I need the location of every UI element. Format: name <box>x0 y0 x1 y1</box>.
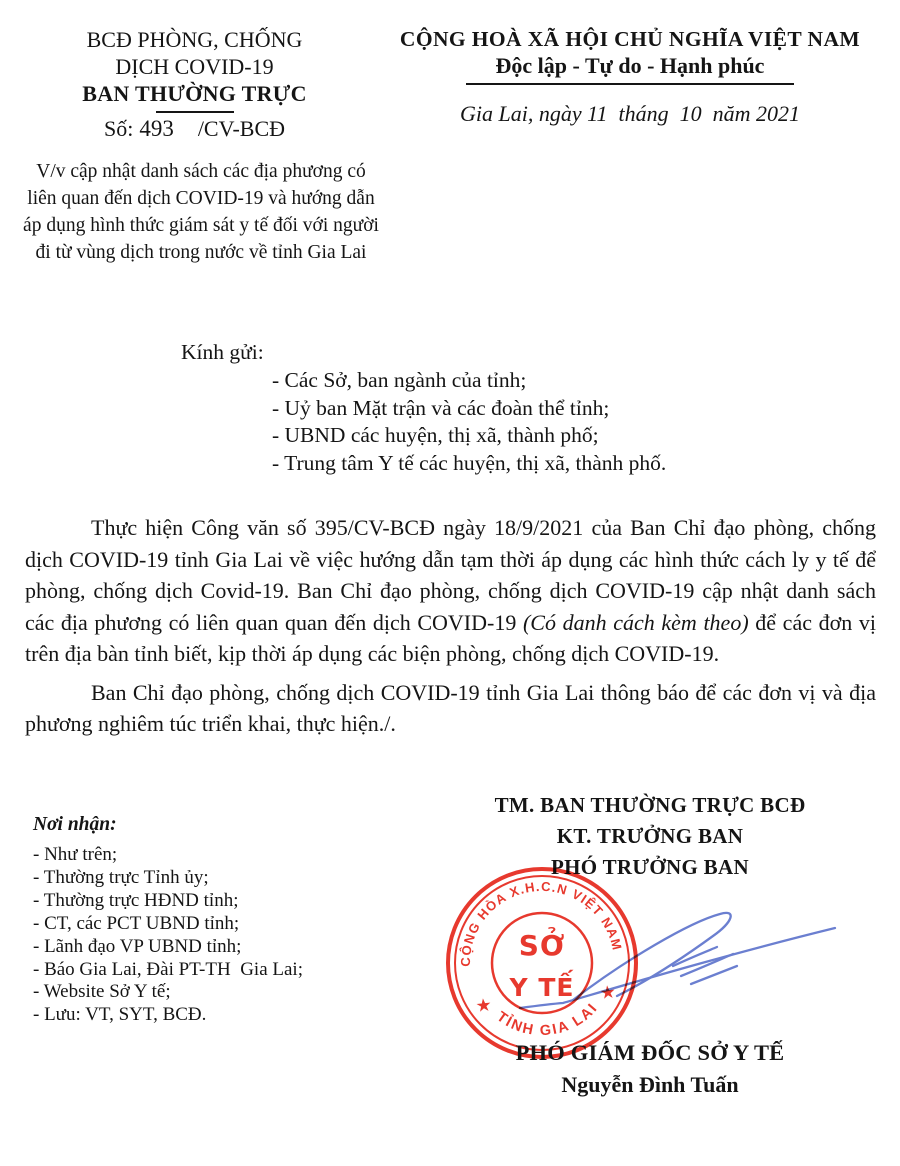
recipient-item: - Uỷ ban Mặt trận và các đoàn thể tỉnh; <box>272 395 610 420</box>
seal-left-star-icon: ★ <box>474 994 493 1017</box>
handwritten-signature <box>505 900 845 1015</box>
signer-name: Nguyễn Đình Tuấn <box>561 1072 739 1097</box>
document-number-value: 493 <box>139 116 174 141</box>
document-number-suffix: /CV-BCĐ <box>197 116 286 141</box>
org-line-3: BAN THƯỜNG TRỰC <box>82 81 307 106</box>
org-separator-line <box>156 111 234 113</box>
seal-top-arc-text: CỘNG HÒA X.H.C.N VIỆT NAM <box>457 878 626 967</box>
recipient-item: - Các Sở, ban ngành của tỉnh; <box>272 368 527 392</box>
signing-line-2: KT. TRƯỞNG BAN <box>556 824 744 848</box>
seal-bottom-arc-text: TỈNH GIA LAI <box>493 999 602 1040</box>
distribution-item: - CT, các PCT UBND tỉnh; <box>33 912 240 934</box>
org-line-1: BCĐ PHÒNG, CHỐNG <box>86 27 303 52</box>
distribution-block <box>33 814 303 1027</box>
recipient-item: - Trung tâm Y tế các huyện, thị xã, thành phố. <box>272 451 667 476</box>
distribution-item: - Báo Gia Lai, Đài PT-TH Gia Lai; <box>33 958 303 980</box>
signing-line-1: TM. BAN THƯỜNG TRỰC BCĐ <box>494 793 806 817</box>
document-subject: V/v cập nhật danh sách các địa phương có liên quan đến dịch COVID-19 và hướng dẫn áp dụng hình thức giám sát y tế đối với người đi từ vùng dịch trong nước về tỉnh Gia Lai <box>23 161 379 263</box>
seal-center-line1: SỞ <box>518 929 566 962</box>
body-p1-italic-note: (Có danh cách kèm theo) <box>522 609 749 635</box>
document-body <box>25 512 876 740</box>
place-date-line: Gia Lai, ngày 11 tháng 10 năm 2021 <box>460 101 800 126</box>
issuing-org-block <box>12 26 377 142</box>
signer-title: PHÓ GIÁM ĐỐC SỞ Y TẾ <box>515 1040 785 1065</box>
distribution-label: Nơi nhận: <box>33 814 117 835</box>
seal-right-star-icon: ★ <box>598 981 617 1004</box>
signature-stroke <box>673 947 737 984</box>
document-number-label: Số: <box>103 116 134 141</box>
distribution-item: - Lãnh đạo VP UBND tỉnh; <box>33 935 242 957</box>
distribution-item: - Thường trực Tỉnh ủy; <box>33 866 209 888</box>
signing-line-3: PHÓ TRƯỞNG BAN <box>551 855 749 879</box>
body-paragraph-2: Ban Chỉ đạo phòng, chống dịch COVID-19 tỉnh Gia Lai thông báo để các đơn vị và địa phương nghiêm túc triển khai, thực hiện./. <box>25 679 876 736</box>
body-p1-text: Thực hiện Công văn số 395/CV-BCĐ ngày 18/9/2021 của Ban Chỉ đạo phòng, chống dịch COVID-19 tỉnh Gia Lai về việc hướng dẫn tạm thời áp dụng các hình thức cách ly y tế để phòng, chống dịch Covid-19. Ban Chỉ đạo phòng, chống dịch COVID-19 cập nhật danh sách các địa phương có liên quan quan đến dịch COVID-19 <box>25 515 876 635</box>
recipients-list <box>272 367 666 478</box>
recipient-item: - UBND các huyện, thị xã, thành phố; <box>272 423 599 448</box>
national-header-block <box>380 26 880 127</box>
body-p1-text-end: để các đơn vị trên địa bàn tỉnh biết, kịp thời áp dụng các biện phòng, chống dịch COVID-19. <box>25 609 876 666</box>
distribution-item: - Thường trực HĐND tỉnh; <box>33 889 239 911</box>
distribution-item: - Như trên; <box>33 844 118 865</box>
distribution-item: - Lưu: VT, SYT, BCĐ. <box>33 1004 207 1026</box>
signature-stroke <box>573 913 731 1000</box>
org-line-2: DỊCH COVID-19 <box>115 54 274 79</box>
national-motto-line2: Độc lập - Tự do - Hạnh phúc <box>466 52 795 85</box>
recipients-label: Kính gửi: <box>181 340 264 364</box>
signer-block <box>430 1038 870 1100</box>
seal-center-line2: Y TẾ <box>509 973 575 1002</box>
document-number-line <box>12 116 377 142</box>
national-motto-line1: CỘNG HOÀ XÃ HỘI CHỦ NGHĨA VIỆT NAM <box>399 27 861 51</box>
signature-stroke <box>520 928 835 1008</box>
body-paragraph-1 <box>25 512 876 670</box>
distribution-list <box>33 844 303 1027</box>
distribution-item: - Website Sở Y tế; <box>33 981 171 1003</box>
